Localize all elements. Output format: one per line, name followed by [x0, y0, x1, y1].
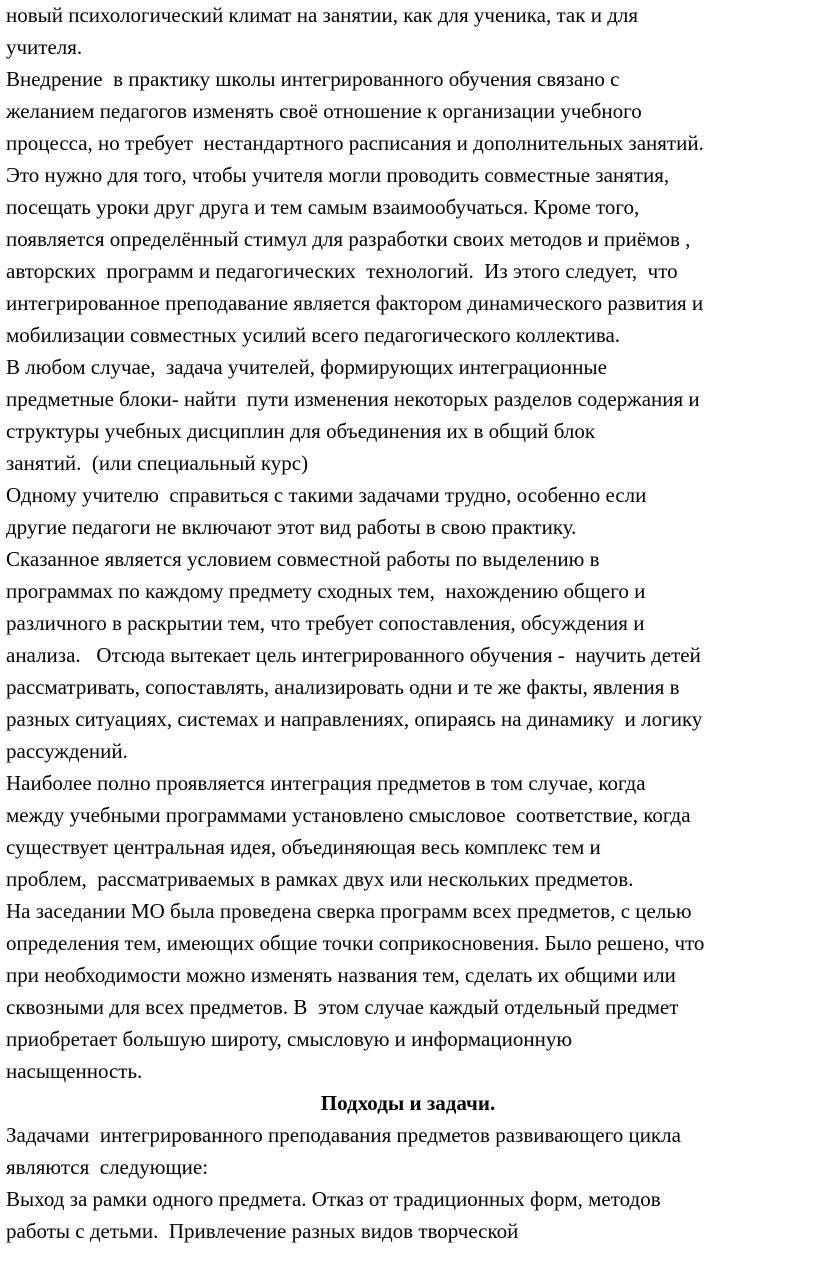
text-line: при необходимости можно изменять названия тем, сделать их общими или: [6, 963, 676, 987]
text-line: занятий. (или специальный курс): [6, 451, 309, 475]
text-line: новый психологический климат на занятии, как для ученика, так и для: [6, 3, 639, 27]
text-line: Сказанное является условием совместной работы по выделению в: [6, 547, 600, 571]
text-line: желанием педагогов изменять своё отношение к организации учебного: [6, 99, 642, 123]
text-line: являются следующие:: [6, 1155, 209, 1179]
text-line: Одному учителю справиться с такими задачами трудно, особенно если: [6, 483, 647, 507]
text-line: разных ситуациях, системах и направлениях, опираясь на динамику и логику: [6, 707, 703, 731]
text-line: рассматривать, сопоставлять, анализировать одни и те же факты, явления в: [6, 675, 680, 699]
text-line: структуры учебных дисциплин для объединения их в общий блок: [6, 419, 596, 443]
text-line: учителя.: [6, 35, 83, 59]
text-line: приобретает большую широту, смысловую и информационную: [6, 1027, 573, 1051]
text-line: появляется определённый стимул для разработки своих методов и приёмов ,: [6, 227, 691, 251]
text-line: На заседании МО была проведена сверка программ всех предметов, с целью: [6, 899, 692, 923]
text-line: определения тем, имеющих общие точки соприкосновения. Было решено, что: [6, 931, 705, 955]
text-line: различного в раскрытии тем, что требует сопоставления, обсуждения и: [6, 611, 645, 635]
text-line: Задачами интегрированного преподавания предметов развивающего цикла: [6, 1123, 681, 1147]
text-line: проблем, рассматриваемых в рамках двух или нескольких предметов.: [6, 867, 634, 891]
text-line: Внедрение в практику школы интегрированного обучения связано с: [6, 67, 620, 91]
text-line: Выход за рамки одного предмета. Отказ от традиционных форм, методов: [6, 1187, 661, 1211]
text-line: предметные блоки- найти пути изменения некоторых разделов содержания и: [6, 387, 700, 411]
text-line: рассуждений.: [6, 739, 128, 763]
text-line: насыщенность.: [6, 1059, 143, 1083]
text-line: существует центральная идея, объединяющая весь комплекс тем и: [6, 835, 601, 859]
text-line: посещать уроки друг друга и тем самым взаимообучаться. Кроме того,: [6, 195, 640, 219]
section-heading: Подходы и задачи.: [320, 1091, 496, 1115]
text-line: авторских программ и педагогических технологий. Из этого следует, что: [6, 259, 678, 283]
text-line: Это нужно для того, чтобы учителя могли проводить совместные занятия,: [6, 163, 670, 187]
text-line: программах по каждому предмету сходных тем, нахождению общего и: [6, 579, 646, 603]
text-line: процесса, но требует нестандартного расписания и дополнительных занятий.: [6, 131, 704, 155]
text-line: интегрированное преподавание является фактором динамического развития и: [6, 291, 704, 315]
text-line: анализа. Отсюда вытекает цель интегрированного обучения - научить детей: [6, 643, 701, 667]
text-line: работы с детьми. Привлечение разных видов творческой: [6, 1219, 519, 1243]
text-line: мобилизации совместных усилий всего педагогического коллектива.: [6, 323, 621, 347]
text-line: другие педагоги не включают этот вид работы в свою практику.: [6, 515, 577, 539]
text-line: между учебными программами установлено смысловое соответствие, когда: [6, 803, 691, 827]
text-line: Наиболее полно проявляется интеграция предметов в том случае, когда: [6, 771, 646, 795]
text-line: В любом случае, задача учителей, формирующих интеграционные: [6, 355, 607, 379]
text-line: сквозными для всех предметов. В этом случае каждый отдельный предмет: [6, 995, 679, 1019]
